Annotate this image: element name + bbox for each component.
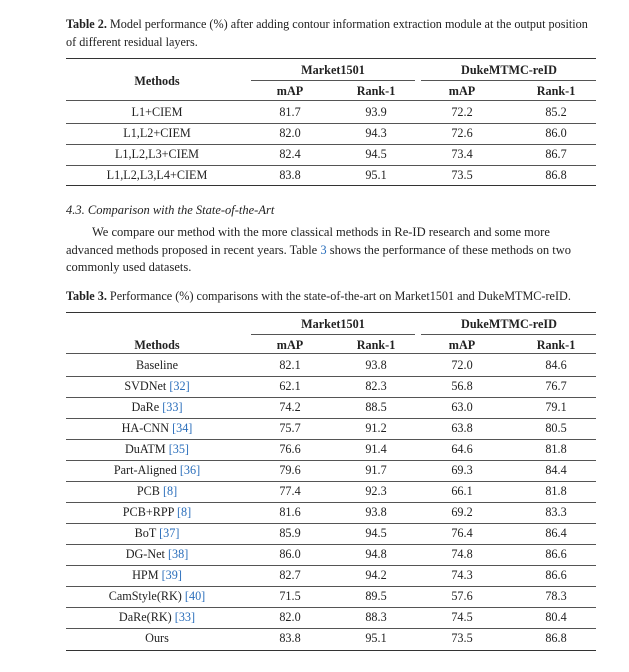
- table3-method-name: Part-Aligned: [113, 463, 180, 477]
- table3-value-cell: 82.7: [279, 568, 301, 582]
- table2-methods-header: Methods: [134, 74, 180, 88]
- paragraph-text-b: shows the performance of these methods on two commonly used datasets.: [66, 242, 571, 274]
- table2-method-name: L1,L2,L3+CIEM: [114, 147, 200, 161]
- table3-caption-label: Table 3.: [66, 289, 107, 303]
- table3-value-cell: 88.5: [365, 400, 387, 414]
- table3-row-rule: [66, 523, 596, 524]
- table3-value-cell: 81.6: [279, 505, 301, 519]
- table3-row-rule: [66, 376, 596, 377]
- table3-value-cell: 69.3: [451, 463, 473, 477]
- table2-group-header: DukeMTMC-reID: [461, 63, 557, 77]
- table3-citation-link[interactable]: [39]: [161, 568, 182, 582]
- table3-value-cell: 86.6: [545, 547, 567, 561]
- table2-column-header: mAP: [448, 84, 476, 98]
- table3-value-cell: 71.5: [279, 589, 301, 603]
- table2-value-cell: 86.8: [545, 168, 567, 182]
- table2-column-header: mAP: [276, 84, 304, 98]
- table3-column-header: Rank-1: [356, 338, 396, 352]
- table3-value-cell: 57.6: [451, 589, 473, 603]
- table3-citation-link[interactable]: [40]: [184, 589, 206, 603]
- table3-value-cell: 81.8: [545, 442, 567, 456]
- table3-value-cell: 82.1: [279, 358, 301, 372]
- table3-value-cell: 86.0: [279, 547, 301, 561]
- table3-top-rule: [66, 312, 596, 313]
- table3-value-cell: 94.8: [365, 547, 387, 561]
- table3-row-rule: [66, 439, 596, 440]
- table2-method-name: L1+CIEM: [131, 105, 183, 119]
- table2-method-name: L1,L2,L3,L4+CIEM: [106, 168, 208, 182]
- table3-row-rule: [66, 628, 596, 629]
- table3-caption-text: Performance (%) comparisons with the state-of-the-art on Market1501 and DukeMTMC-reID.: [106, 289, 571, 303]
- table3-citation-link[interactable]: [35]: [168, 442, 189, 456]
- table3-value-cell: 72.0: [451, 358, 473, 372]
- table3-value-cell: 63.8: [451, 421, 473, 435]
- table3-header-rule: [66, 353, 596, 354]
- table2-value-cell: 82.4: [279, 147, 301, 161]
- table3-value-cell: 86.6: [545, 568, 567, 582]
- table3-value-cell: 83.8: [279, 631, 301, 645]
- table3-method-name: BoT: [134, 526, 160, 540]
- table3-citation-link[interactable]: [36]: [179, 463, 201, 477]
- table2-value-cell: 94.5: [365, 147, 387, 161]
- table3-value-cell: 64.6: [451, 442, 473, 456]
- table3-value-cell: 86.4: [545, 526, 567, 540]
- table3-value-cell: 91.4: [365, 442, 387, 456]
- table3-value-cell: 73.5: [451, 631, 473, 645]
- table3-row-rule: [66, 481, 596, 482]
- table2-value-cell: 95.1: [365, 168, 387, 182]
- table3-value-cell: 76.7: [545, 379, 567, 393]
- table2-group-underline: [421, 80, 596, 81]
- table3-value-cell: 80.4: [545, 610, 567, 624]
- table3-value-cell: 93.8: [365, 505, 387, 519]
- table2-caption-label: Table 2.: [66, 17, 107, 31]
- table3-value-cell: 81.8: [545, 484, 567, 498]
- table3-value-cell: 92.3: [365, 484, 387, 498]
- table2-header-rule: [66, 100, 596, 101]
- table3-value-cell: 76.6: [279, 442, 301, 456]
- table2-value-cell: 82.0: [279, 126, 301, 140]
- table3-group-underline: [251, 334, 415, 335]
- table2-column-header: Rank-1: [536, 84, 576, 98]
- table2-row-rule: [66, 123, 596, 124]
- table3-citation-link[interactable]: [32]: [169, 379, 190, 393]
- table3-group-underline: [421, 334, 596, 335]
- table3-row-rule: [66, 460, 596, 461]
- table3-method-name: DaRe: [131, 400, 163, 414]
- table3-value-cell: 63.0: [451, 400, 473, 414]
- table3-citation-link[interactable]: [33]: [162, 400, 183, 414]
- table3-method-name: HPM: [132, 568, 162, 582]
- table3-column-header: Rank-1: [536, 338, 576, 352]
- table3-row-rule: [66, 586, 596, 587]
- table3-value-cell: 85.9: [279, 526, 301, 540]
- table3-row-rule: [66, 418, 596, 419]
- table3-value-cell: 89.5: [365, 589, 387, 603]
- table3-value-cell: 93.8: [365, 358, 387, 372]
- table3-method-name: DG-Net: [125, 547, 168, 561]
- table2-bottom-rule: [66, 185, 596, 186]
- table3-value-cell: 79.1: [545, 400, 567, 414]
- table2-value-cell: 86.0: [545, 126, 567, 140]
- table3-value-cell: 77.4: [279, 484, 301, 498]
- table3-value-cell: 84.6: [545, 358, 567, 372]
- table3-method-name: CamStyle(RK): [108, 589, 185, 603]
- paragraph-text-a: We compare our method with the more classical methods in Re-ID research and some more advanced methods proposed in recent years. Table: [66, 225, 550, 257]
- table2-caption-text: Model performance (%) after adding contour information extraction module at the output position of different residual layers.: [66, 17, 588, 49]
- table3-value-cell: 79.6: [279, 463, 301, 477]
- table2-value-cell: 73.5: [451, 168, 473, 182]
- table3-group-header: DukeMTMC-reID: [461, 317, 557, 331]
- table3-value-cell: 83.3: [545, 505, 567, 519]
- table3-value-cell: 69.2: [451, 505, 473, 519]
- table2-value-cell: 72.6: [451, 126, 473, 140]
- table2-group-header: Market1501: [301, 63, 365, 77]
- table2-value-cell: 86.7: [545, 147, 567, 161]
- table2-value-cell: 94.3: [365, 126, 387, 140]
- table3-citation-link[interactable]: [8]: [176, 505, 192, 519]
- table3-method-name: DaRe(RK): [118, 610, 175, 624]
- table3-method-name: SVDNet: [124, 379, 170, 393]
- table3-row-rule: [66, 502, 596, 503]
- table3-caption: [66, 287, 596, 305]
- table3-value-cell: 74.8: [451, 547, 473, 561]
- table3-method-name: HA-CNN: [121, 421, 173, 435]
- table2-caption: [66, 15, 596, 51]
- table3-value-cell: 62.1: [279, 379, 301, 393]
- table3-value-cell: 94.2: [365, 568, 387, 582]
- table3-method-name: DuATM: [125, 442, 169, 456]
- table3-row-rule: [66, 544, 596, 545]
- section-heading: 4.3. Comparison with the State-of-the-Art: [66, 203, 275, 217]
- table2-value-cell: 81.7: [279, 105, 301, 119]
- table2-value-cell: 73.4: [451, 147, 473, 161]
- table3-row-rule: [66, 397, 596, 398]
- table3-method-name: Baseline: [136, 358, 178, 372]
- table3-value-cell: 82.0: [279, 610, 301, 624]
- table3-method-name: Ours: [145, 631, 169, 645]
- table3-reference-link[interactable]: 3: [320, 242, 327, 257]
- table3-value-cell: 95.1: [365, 631, 387, 645]
- table2-method-name: L1,L2+CIEM: [123, 126, 191, 140]
- table3-value-cell: 80.5: [545, 421, 567, 435]
- table3-value-cell: 66.1: [451, 484, 473, 498]
- table3-value-cell: 74.2: [279, 400, 301, 414]
- table2-column-header: Rank-1: [356, 84, 396, 98]
- table3-column-header: mAP: [276, 338, 304, 352]
- table2-group-underline: [251, 80, 415, 81]
- table3-value-cell: 94.5: [365, 526, 387, 540]
- table3-citation-link[interactable]: [34]: [172, 421, 193, 435]
- table2-value-cell: 93.9: [365, 105, 387, 119]
- table3-citation-link[interactable]: [38]: [168, 547, 189, 561]
- table3-citation-link[interactable]: [33]: [174, 610, 196, 624]
- table3-group-header: Market1501: [301, 317, 365, 331]
- table3-value-cell: 74.5: [451, 610, 473, 624]
- table3-methods-header: Methods: [134, 338, 180, 352]
- table2-row-rule: [66, 165, 596, 166]
- table3-method-name: PCB: [136, 484, 163, 498]
- table2-value-cell: 83.8: [279, 168, 301, 182]
- table3-value-cell: 76.4: [451, 526, 473, 540]
- body-paragraph: [66, 224, 596, 277]
- table3-citation-link[interactable]: [8]: [162, 484, 178, 498]
- table3-citation-link[interactable]: [37]: [159, 526, 180, 540]
- table3-value-cell: 75.7: [279, 421, 301, 435]
- table3-value-cell: 78.3: [545, 589, 567, 603]
- table3-value-cell: 91.2: [365, 421, 387, 435]
- table3-value-cell: 74.3: [451, 568, 473, 582]
- table3-row-rule: [66, 607, 596, 608]
- table2-value-cell: 85.2: [545, 105, 567, 119]
- table3-value-cell: 56.8: [451, 379, 473, 393]
- table3-row-rule: [66, 565, 596, 566]
- table3-bottom-rule: [66, 650, 596, 651]
- table3-value-cell: 82.3: [365, 379, 387, 393]
- table3-value-cell: 86.8: [545, 631, 567, 645]
- table3-method-name: PCB+RPP: [122, 505, 177, 519]
- table3-value-cell: 88.3: [365, 610, 387, 624]
- table2-value-cell: 72.2: [451, 105, 473, 119]
- table3-value-cell: 91.7: [365, 463, 387, 477]
- table2-row-rule: [66, 144, 596, 145]
- table3-column-header: mAP: [448, 338, 476, 352]
- table2-top-rule: [66, 58, 596, 59]
- table3-value-cell: 84.4: [545, 463, 567, 477]
